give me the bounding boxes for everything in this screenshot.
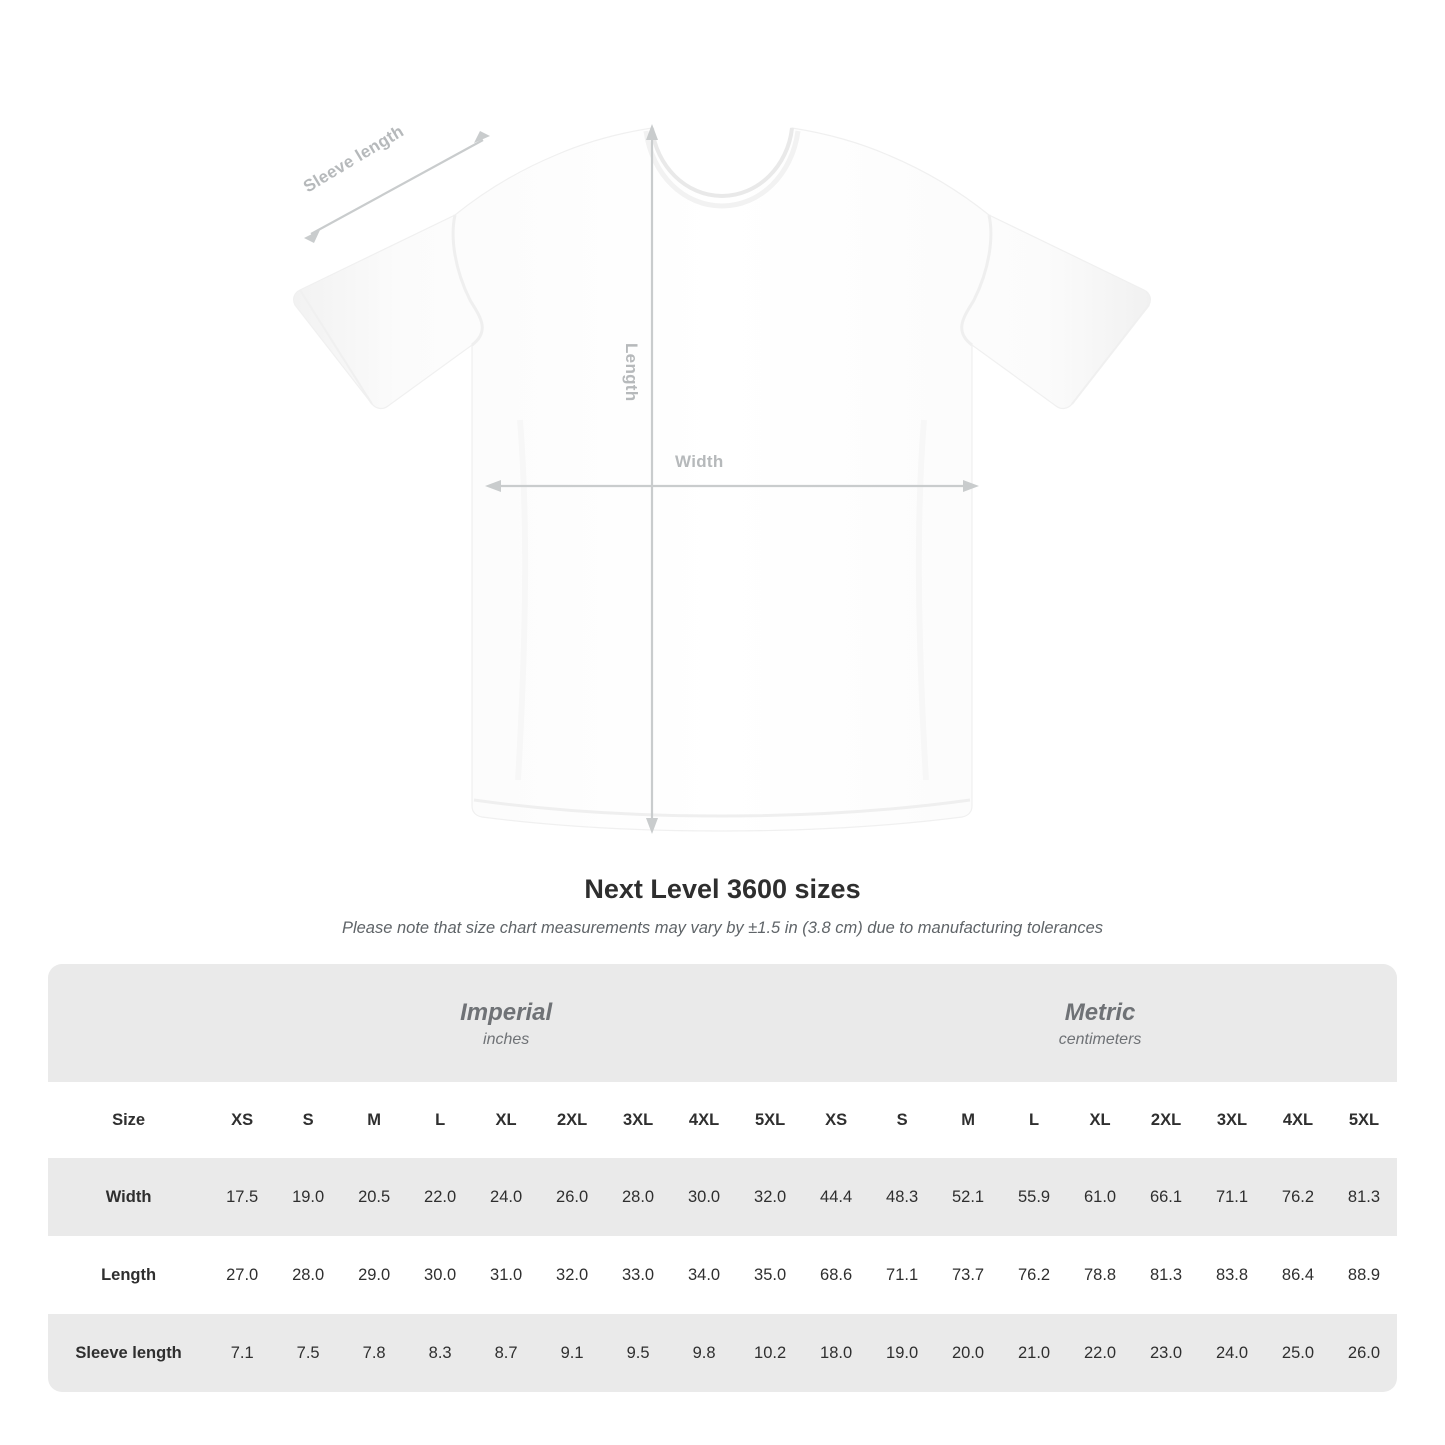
cell-width-4: 24.0 bbox=[473, 1158, 539, 1236]
cell-length-12: 76.2 bbox=[1001, 1236, 1067, 1314]
cell-length-3: 30.0 bbox=[407, 1236, 473, 1314]
cell-width-15: 71.1 bbox=[1199, 1158, 1265, 1236]
cell-width-14: 66.1 bbox=[1133, 1158, 1199, 1236]
header-size-m-metric: M bbox=[935, 1082, 1001, 1158]
cell-sleeve-16: 25.0 bbox=[1265, 1314, 1331, 1392]
cell-width-17: 81.3 bbox=[1331, 1158, 1397, 1236]
unit-group-imperial-name: Imperial bbox=[460, 998, 553, 1026]
width-dimension-label: Width bbox=[675, 452, 724, 471]
cell-length-14: 81.3 bbox=[1133, 1236, 1199, 1314]
header-size-2xl-imperial: 2XL bbox=[539, 1082, 605, 1158]
cell-sleeve-9: 18.0 bbox=[803, 1314, 869, 1392]
header-size-xs-imperial: XS bbox=[209, 1082, 275, 1158]
cell-sleeve-2: 7.8 bbox=[341, 1314, 407, 1392]
header-size-xs-metric: XS bbox=[803, 1082, 869, 1158]
unit-group-imperial-sub: inches bbox=[483, 1030, 530, 1048]
cell-sleeve-7: 9.8 bbox=[671, 1314, 737, 1392]
table-row bbox=[48, 1236, 1397, 1314]
cell-sleeve-11: 20.0 bbox=[935, 1314, 1001, 1392]
tolerance-note: Please note that size chart measurements may vary by ±1.5 in (3.8 cm) due to manufacturing tolerances bbox=[341, 919, 1104, 937]
cell-sleeve-12: 21.0 bbox=[1001, 1314, 1067, 1392]
header-size-3xl-imperial: 3XL bbox=[605, 1082, 671, 1158]
table-row bbox=[48, 1158, 1397, 1236]
title-block bbox=[0, 874, 1445, 938]
header-size-xl-imperial: XL bbox=[473, 1082, 539, 1158]
unit-group-spacer bbox=[48, 964, 209, 1082]
cell-length-1: 28.0 bbox=[275, 1236, 341, 1314]
cell-sleeve-3: 8.3 bbox=[407, 1314, 473, 1392]
cell-sleeve-6: 9.5 bbox=[605, 1314, 671, 1392]
unit-group-row bbox=[48, 964, 1397, 1082]
cell-width-8: 32.0 bbox=[737, 1158, 803, 1236]
cell-width-6: 28.0 bbox=[605, 1158, 671, 1236]
cell-sleeve-17: 26.0 bbox=[1331, 1314, 1397, 1392]
cell-width-13: 61.0 bbox=[1067, 1158, 1133, 1236]
cell-length-6: 33.0 bbox=[605, 1236, 671, 1314]
unit-group-metric-name: Metric bbox=[1064, 998, 1136, 1026]
cell-sleeve-4: 8.7 bbox=[473, 1314, 539, 1392]
cell-length-11: 73.7 bbox=[935, 1236, 1001, 1314]
table-header-row bbox=[48, 1082, 1397, 1158]
cell-length-13: 78.8 bbox=[1067, 1236, 1133, 1314]
cell-width-3: 22.0 bbox=[407, 1158, 473, 1236]
header-size-5xl-metric: 5XL bbox=[1331, 1082, 1397, 1158]
row-label-width: Width bbox=[48, 1158, 209, 1236]
cell-length-7: 34.0 bbox=[671, 1236, 737, 1314]
header-size-label: Size bbox=[48, 1082, 209, 1158]
cell-width-0: 17.5 bbox=[209, 1158, 275, 1236]
cell-length-2: 29.0 bbox=[341, 1236, 407, 1314]
tshirt-body-shape bbox=[294, 128, 1151, 831]
header-size-5xl-imperial: 5XL bbox=[737, 1082, 803, 1158]
header-size-4xl-imperial: 4XL bbox=[671, 1082, 737, 1158]
cell-sleeve-10: 19.0 bbox=[869, 1314, 935, 1392]
cell-length-5: 32.0 bbox=[539, 1236, 605, 1314]
header-size-3xl-metric: 3XL bbox=[1199, 1082, 1265, 1158]
row-label-length: Length bbox=[48, 1236, 209, 1314]
header-size-s-imperial: S bbox=[275, 1082, 341, 1158]
cell-length-17: 88.9 bbox=[1331, 1236, 1397, 1314]
cell-width-9: 44.4 bbox=[803, 1158, 869, 1236]
cell-length-0: 27.0 bbox=[209, 1236, 275, 1314]
unit-group-imperial bbox=[209, 964, 803, 1082]
cell-width-5: 26.0 bbox=[539, 1158, 605, 1236]
cell-sleeve-13: 22.0 bbox=[1067, 1314, 1133, 1392]
header-size-xl-metric: XL bbox=[1067, 1082, 1133, 1158]
header-size-2xl-metric: 2XL bbox=[1133, 1082, 1199, 1158]
cell-width-11: 52.1 bbox=[935, 1158, 1001, 1236]
cell-sleeve-8: 10.2 bbox=[737, 1314, 803, 1392]
cell-length-4: 31.0 bbox=[473, 1236, 539, 1314]
row-label-sleeve-length: Sleeve length bbox=[48, 1314, 209, 1392]
cell-sleeve-5: 9.1 bbox=[539, 1314, 605, 1392]
cell-width-1: 19.0 bbox=[275, 1158, 341, 1236]
size-chart-table bbox=[48, 964, 1397, 1392]
cell-width-12: 55.9 bbox=[1001, 1158, 1067, 1236]
cell-width-2: 20.5 bbox=[341, 1158, 407, 1236]
header-size-m-imperial: M bbox=[341, 1082, 407, 1158]
page-title: Next Level 3600 sizes bbox=[584, 874, 861, 904]
header-size-l-imperial: L bbox=[407, 1082, 473, 1158]
cell-length-15: 83.8 bbox=[1199, 1236, 1265, 1314]
header-size-4xl-metric: 4XL bbox=[1265, 1082, 1331, 1158]
unit-group-metric-sub: centimeters bbox=[1058, 1030, 1142, 1048]
cell-length-16: 86.4 bbox=[1265, 1236, 1331, 1314]
header-size-l-metric: L bbox=[1001, 1082, 1067, 1158]
cell-width-16: 76.2 bbox=[1265, 1158, 1331, 1236]
cell-width-7: 30.0 bbox=[671, 1158, 737, 1236]
header-size-s-metric: S bbox=[869, 1082, 935, 1158]
cell-sleeve-15: 24.0 bbox=[1199, 1314, 1265, 1392]
sleeve-length-dimension-label: Sleeve length bbox=[300, 121, 408, 197]
cell-sleeve-1: 7.5 bbox=[275, 1314, 341, 1392]
cell-width-10: 48.3 bbox=[869, 1158, 935, 1236]
length-dimension-label: Length bbox=[622, 343, 641, 402]
cell-sleeve-0: 7.1 bbox=[209, 1314, 275, 1392]
cell-length-8: 35.0 bbox=[737, 1236, 803, 1314]
cell-sleeve-14: 23.0 bbox=[1133, 1314, 1199, 1392]
cell-length-10: 71.1 bbox=[869, 1236, 935, 1314]
cell-length-9: 68.6 bbox=[803, 1236, 869, 1314]
table-row bbox=[48, 1314, 1397, 1392]
unit-group-metric bbox=[803, 964, 1397, 1082]
size-chart-table-wrapper bbox=[48, 964, 1397, 1392]
